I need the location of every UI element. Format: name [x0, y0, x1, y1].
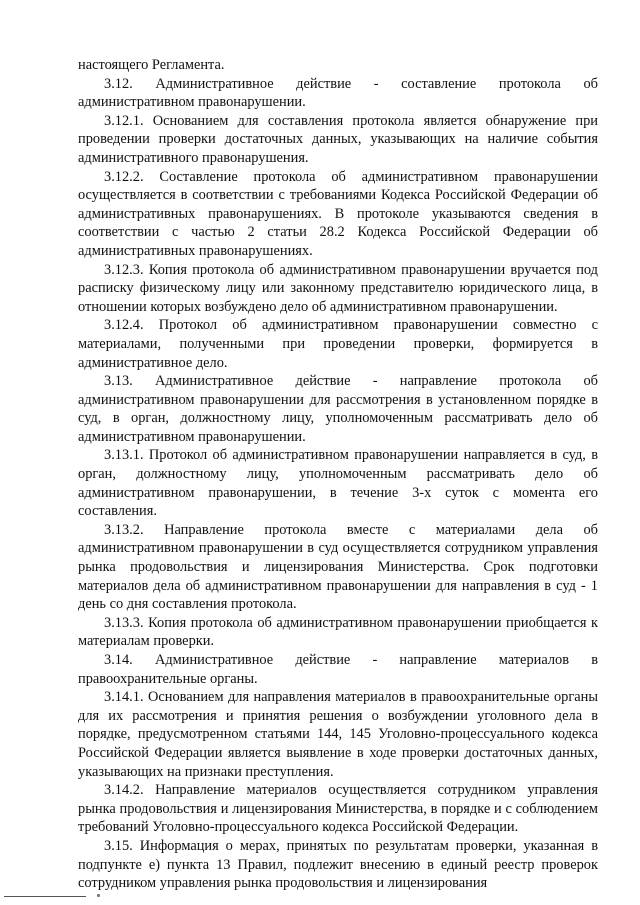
paragraph-3-15: 3.15. Информация о мерах, принятых по результатам проверки, указанная в подпункте е) пункта 13 Правил, подлежит внесению в единый реестр проверок сотрудником управления рынка продовольствия и лицензирования — [78, 837, 598, 892]
paragraph-3-12-1: 3.12.1. Основанием для составления протокола является обнаружение при проведении проверки достаточных данных, указывающих на наличие события административного правонарушения. — [78, 112, 598, 166]
paragraph-3-12-4: 3.12.4. Протокол об административном правонарушении совместно с материалами, полученными при проведении проверки, формируется в административное дело. — [78, 317, 598, 371]
paragraph-3-12-2: 3.12.2. Составление протокола об административном правонарушении осуществляется в соответствии с требованиями Кодекса Российской Федерации об административных правонарушениях. В протоколе указываются сведения в соответствии с частью 2 статьи 28.2 Кодекса Российской Федерации об административных правонарушениях. — [78, 168, 598, 259]
paragraph-3-12: 3.12. Административное действие - составление протокола об административном правонарушении. — [78, 75, 598, 111]
paragraph-3-14-1: 3.14.1. Основанием для направления материалов в правоохранительные органы для их рассмотрения и принятия решения о возбуждении уголовного дела в порядке, предусмотренном статьями 144, 145 Уголовно-процессуального кодекса Российской Федерации является выявление в ходе проверки достаточных данных, указывающих на признаки преступления. — [78, 689, 598, 780]
paragraph-3-13: 3.13. Административное действие - направление протокола об административном правонарушении для рассмотрения в установленном порядке в суд, в орган, должностному лицу, уполномоченным рассматривать дело об административном правонарушении. — [78, 373, 598, 445]
footer-mark — [97, 894, 100, 897]
paragraph-3-14-2: 3.14.2. Направление материалов осуществляется сотрудником управления рынка продовольствия и лицензирования Министерства, в порядке и с соблюдением требований Уголовно-процессуального кодекса Российской Федерации. — [78, 782, 598, 836]
document-body — [78, 56, 598, 893]
paragraph-3-13-2: 3.13.2. Направление протокола вместе с материалами дела об административном правонарушении в суд осуществляется сотрудником управления рынка продовольствия и лицензирования Министерства. Срок подготовки материалов дела об административном правонарушении для направления в суд - 1 день со дня составления протокола. — [78, 521, 598, 613]
paragraph-3-13-1: 3.13.1. Протокол об административном правонарушении направляется в суд, в орган, должностному лицу, уполномоченным рассматривать дело об административном правонарушении, в течение 3-х суток с момента его составления. — [78, 447, 598, 520]
paragraph-3-14: 3.14. Административное действие - направление материалов в правоохранительные органы. — [78, 652, 598, 687]
footer-rule — [4, 896, 86, 897]
paragraph-3-12-3: 3.12.3. Копия протокола об административном правонарушении вручается под расписку физическому лицу или законному представителю юридического лица, в отношении которых возбуждено дело об административном правонарушении. — [78, 261, 598, 315]
paragraph-continuation: настоящего Регламента. — [78, 57, 225, 73]
paragraph-3-13-3: 3.13.3. Копия протокола об административном правонарушении приобщается к материалам проверки. — [78, 614, 598, 650]
